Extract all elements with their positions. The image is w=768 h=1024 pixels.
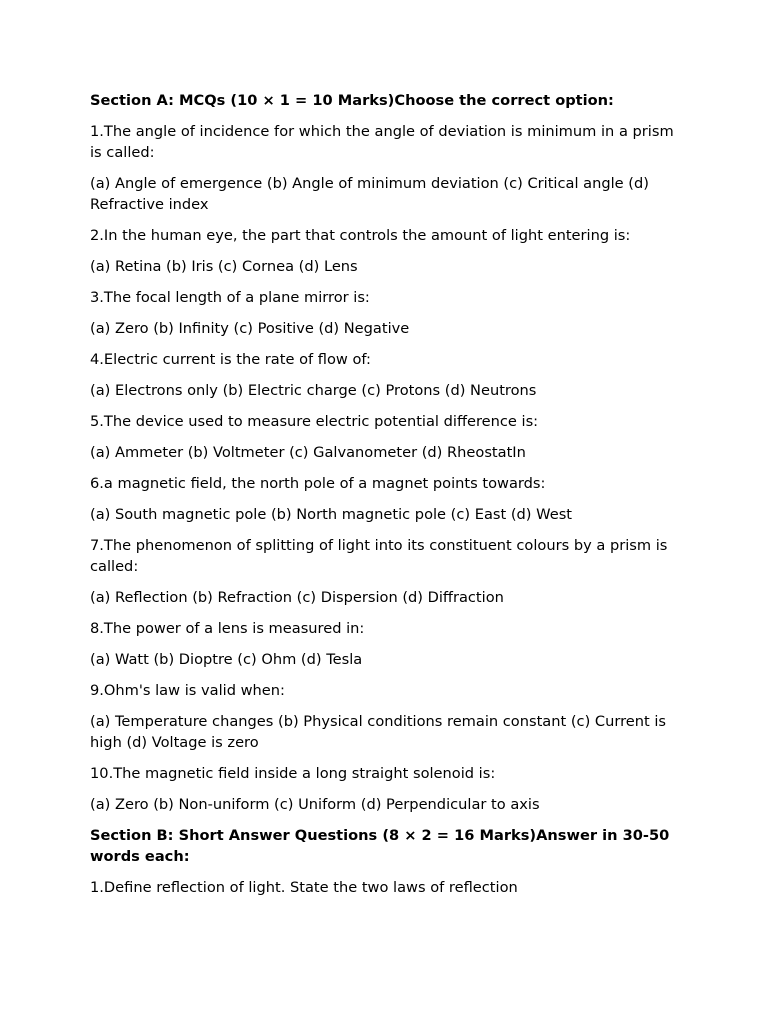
mcq-options-8: (a) Watt (b) Dioptre (c) Ohm (d) Tesla [90, 651, 363, 668]
mcq-options-7: (a) Reflection (b) Refraction (c) Dispersion (d) Diffraction [90, 589, 504, 606]
mcq-options-3: (a) Zero (b) Infinity (c) Positive (d) Negative [90, 320, 410, 337]
mcq-options-6: (a) South magnetic pole (b) North magnetic pole (c) East (d) West [90, 506, 573, 523]
short-answer-question-1: 1.Define reflection of light. State the two laws of reflection [90, 879, 518, 896]
mcq-options-9: (a) Temperature changes (b) Physical conditions remain constant (c) Current is high (d) Voltage is zero [90, 713, 667, 751]
mcq-question-2: 2.In the human eye, the part that controls the amount of light entering is: [90, 227, 631, 244]
mcq-question-6: 6.a magnetic field, the north pole of a magnet points towards: [90, 475, 546, 492]
mcq-question-5: 5.The device used to measure electric potential difference is: [90, 413, 539, 430]
mcq-options-1: (a) Angle of emergence (b) Angle of minimum deviation (c) Critical angle (d) Refractive index [90, 175, 649, 213]
mcq-question-7: 7.The phenomenon of splitting of light into its constituent colours by a prism is called: [90, 537, 668, 575]
mcq-question-4: 4.Electric current is the rate of flow of: [90, 351, 371, 368]
mcq-options-4: (a) Electrons only (b) Electric charge (c) Protons (d) Neutrons [90, 382, 537, 399]
mcq-question-3: 3.The focal length of a plane mirror is: [90, 289, 370, 306]
mcq-question-1: 1.The angle of incidence for which the angle of deviation is minimum in a prism is called: [90, 123, 674, 161]
document-content [90, 90, 680, 908]
mcq-question-9: 9.Ohm's law is valid when: [90, 682, 285, 699]
mcq-options-2: (a) Retina (b) Iris (c) Cornea (d) Lens [90, 258, 358, 275]
mcq-question-8: 8.The power of a lens is measured in: [90, 620, 365, 637]
mcq-options-5: (a) Ammeter (b) Voltmeter (c) Galvanometer (d) RheostatIn [90, 444, 526, 461]
mcq-options-10: (a) Zero (b) Non-uniform (c) Uniform (d) Perpendicular to axis [90, 796, 540, 813]
mcq-question-10: 10.The magnetic field inside a long straight solenoid is: [90, 765, 496, 782]
section-b-heading: Section B: Short Answer Questions (8 × 2 = 16 Marks)Answer in 30-50 words each: [90, 827, 670, 865]
section-a-heading: Section A: MCQs (10 × 1 = 10 Marks)Choose the correct option: [90, 92, 614, 109]
